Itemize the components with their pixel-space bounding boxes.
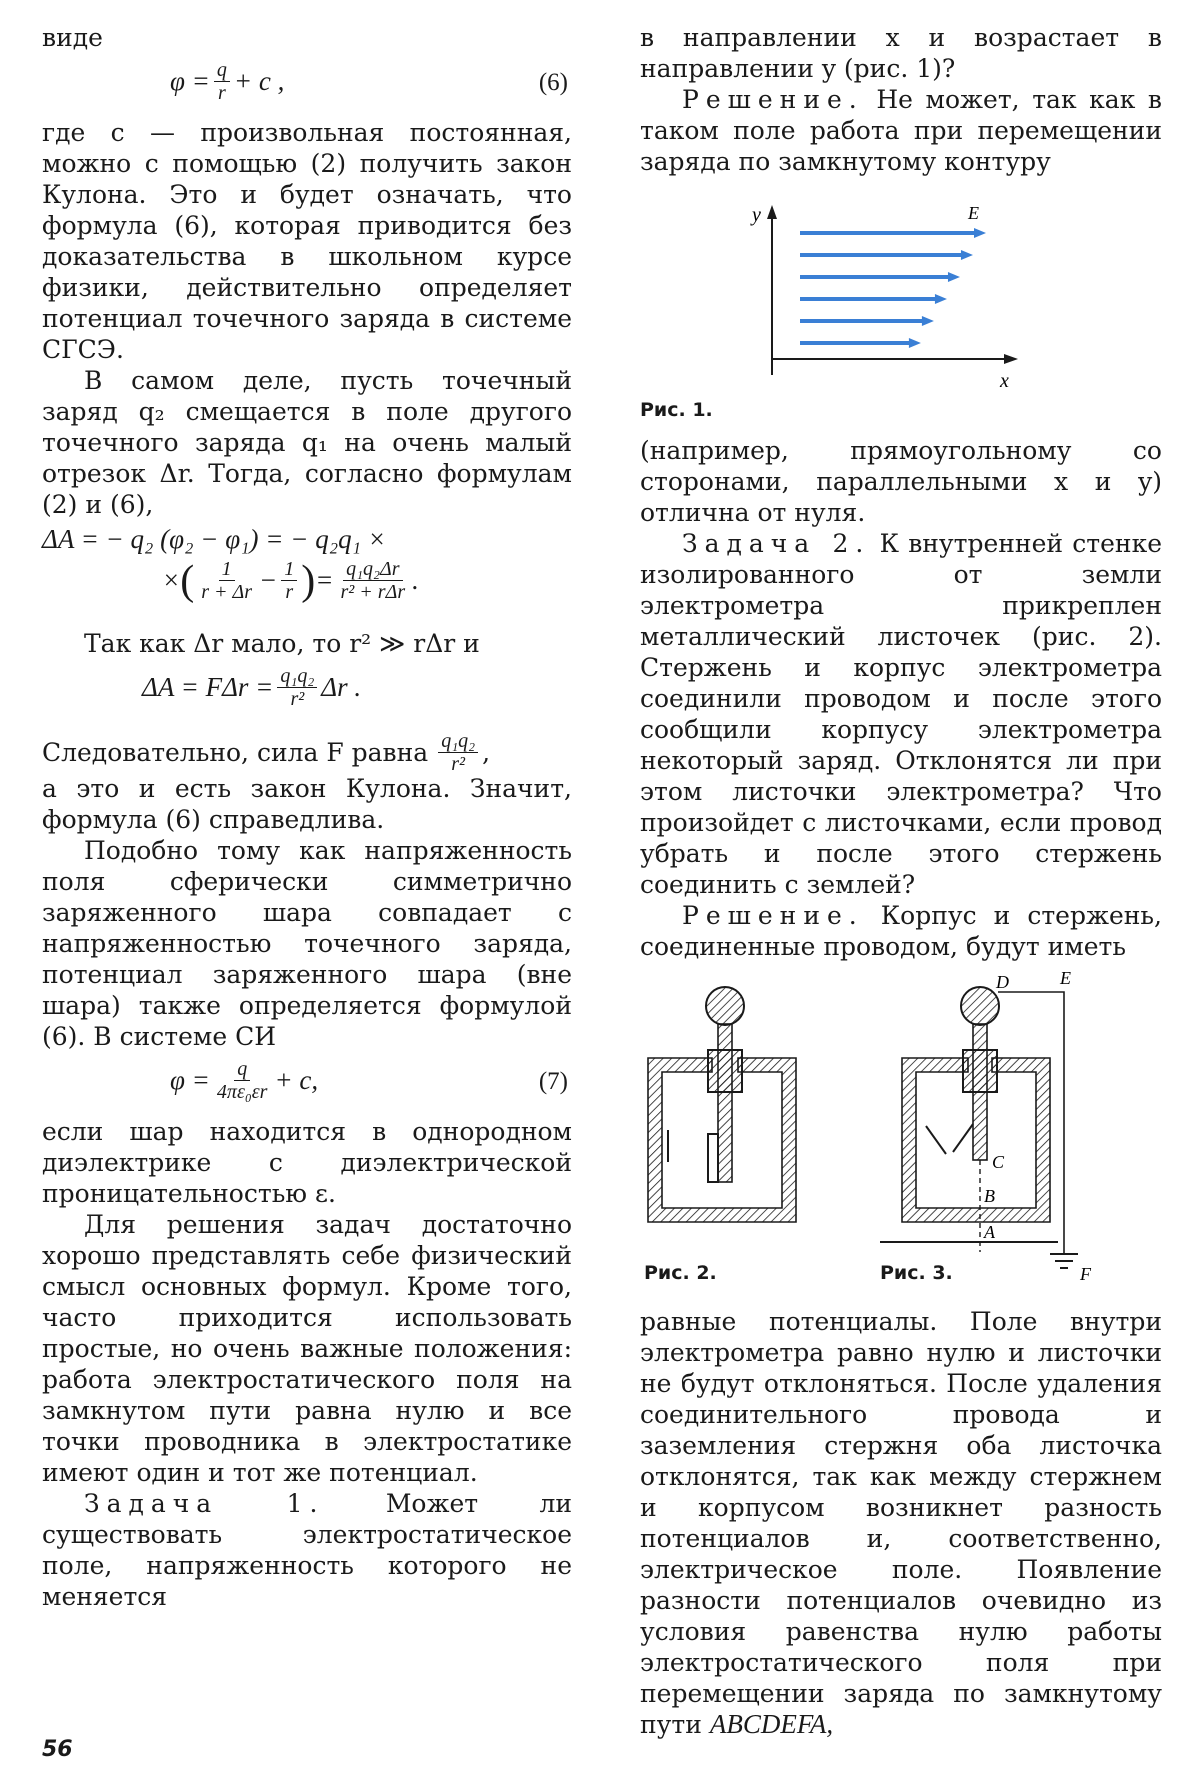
equation-work (42, 659, 572, 725)
task-text: Может ли существовать электростатическое поле, напряженность которого не меняется (42, 1489, 572, 1611)
paragraph-solution-2 (640, 900, 1162, 962)
y-axis-arrow-icon (767, 205, 777, 219)
wall-leaf (926, 1126, 946, 1154)
fraction (277, 665, 317, 710)
paragraph: Так как Δr мало, то r² ≫ rΔr и (84, 629, 480, 658)
comma: , (482, 737, 491, 767)
fraction (198, 558, 255, 603)
task-label: Задача 1. (84, 1489, 325, 1518)
text: а это и есть закон Кулона. Значит, формула (6) справедлива. (42, 774, 572, 834)
field-label: E (968, 203, 979, 223)
solution-text: Корпус и стержень, соединенные проводом, будут иметь (640, 901, 1162, 961)
paragraph-task-2 (640, 528, 1162, 900)
equation-line-1: ΔA = − q₂ (φ₂ − φ₁) = − q₂q₁ × (42, 524, 386, 554)
field-arrowhead-icon (974, 228, 986, 238)
field-arrowhead-icon (961, 250, 973, 260)
equation-6 (42, 53, 572, 113)
minus-sign: − (259, 565, 278, 595)
equation-delta-a: ΔA = − q₂ (φ₂ − φ₁) = − q₂q₁ × × ( $\frac{1}{r + \Delta r}$ − $\frac{1}{r}$ ) = $\frac{\text{q₁q₂Δr}}{\text{r² + rΔr}}$ . (42, 524, 419, 604)
electrometer-rod (718, 1024, 732, 1182)
right-column (640, 22, 1162, 1740)
numerator: q (214, 59, 230, 82)
path-name: ABCDEFA, (709, 1709, 834, 1739)
field-arrowhead-icon (935, 294, 947, 304)
equation-tail: + c , (233, 66, 285, 96)
denominator: r² (451, 752, 466, 775)
y-axis-label: y (752, 204, 761, 226)
figure-1 (640, 177, 1162, 429)
paragraph: в направлении x и возрастает в направлении y (рис. 1)? (640, 23, 1162, 83)
paragraph: если шар находится в однородном диэлектрике с диэлектрической проницательностью ε. (42, 1117, 572, 1208)
equation-tail: + c, (274, 1065, 319, 1095)
rod-leaf (953, 1124, 973, 1152)
equals-sign: = (315, 565, 334, 595)
solution-label: Решение. (682, 85, 864, 114)
fraction (214, 1058, 271, 1103)
paragraph: (например, прямоугольному со сторонами, параллельными x и y) отлична от нуля. (640, 436, 1162, 527)
paragraph: В самом деле, пусть точечный заряд q₂ смещается в поле другого точечного заряда q₁ на очень малый отрезок Δr. Тогда, согласно формулам (2) и (6), (42, 366, 572, 519)
electrometer-fig3 (880, 968, 1092, 1284)
denominator: r + Δr (201, 581, 253, 603)
foil-leaf (708, 1134, 718, 1182)
numerator: q₁q₂Δr (343, 558, 402, 581)
electrometer-ball (961, 987, 999, 1025)
equation-lhs: φ = (170, 66, 210, 96)
figure-caption: Рис. 2. (644, 1262, 717, 1284)
fraction (214, 59, 230, 104)
equation-lhs: φ = (170, 1065, 210, 1095)
equation-tail: Δr . (321, 672, 362, 702)
solution-text: Не может, так как в таком поле работа при перемещении заряда по замкнутому контуру (640, 85, 1162, 176)
denominator: r² (290, 688, 305, 710)
paragraph-task-1 (42, 1488, 572, 1612)
fraction (281, 558, 297, 603)
field-diagram (640, 189, 1162, 399)
denominator: r² + rΔr (340, 581, 406, 603)
numerator: q (234, 1058, 250, 1081)
figure-caption: Рис. 1. (640, 399, 713, 421)
text: равные потенциалы. Поле внутри электрометра равно нулю и листочки не будут отклоняться. После удаления соединительного провода и заземления стержня оба листочка отклонятся, так как между стержнем и корпусом возникнет разность потенциалов и, соответственно, электрическое поле. Появление разности потенциалов очевидно из условия равенства нулю работы электростатического поля при перемещении заряда по замкнутому пути (640, 1307, 1162, 1739)
paragraph: Подобно тому как напряженность поля сферически симметрично заряженного шара совпадает с напряженностью точечного заряда, потенциал заряженного шара (вне шара) также определяется формулой (6). В системе СИ (42, 836, 572, 1051)
figures-2-3 (640, 962, 1162, 1306)
paragraph (640, 1306, 1162, 1740)
equation-number: (7) (538, 1068, 568, 1095)
numerator: q₁q₂ (277, 665, 317, 688)
electrometer-fig2 (648, 987, 796, 1222)
task-text: К внутренней стенке изолированного от земли электрометра прикреплен металлический листочек (рис. 2). Стержень и корпус электрометра соединили проводом и после этого сообщили корпусу электрометра некоторый заряд. Отклонятся ли при этом листочки электрометра? Что произойдет с листочками, если провод убрать и после этого стержень соединить с землей? (640, 529, 1163, 899)
figure-caption: Рис. 3. (880, 1262, 953, 1284)
numerator: 1 (281, 558, 297, 581)
field-arrowhead-icon (909, 338, 921, 348)
times-sign: × (162, 565, 181, 595)
paragraph-coulomb (42, 731, 572, 835)
equation-7 (42, 1052, 572, 1112)
electrometer-diagrams (640, 962, 1162, 1306)
left-column (42, 22, 572, 1612)
task-label: Задача 2. (682, 529, 871, 558)
field-arrowhead-icon (948, 272, 960, 282)
solution-label: Решение. (682, 901, 864, 930)
electrometer-ball (706, 987, 744, 1025)
insulator-plug (708, 1050, 742, 1092)
denominator: 4πε₀εr (216, 1081, 268, 1103)
point-label-c: C (992, 1152, 1005, 1172)
equation-number: (6) (538, 69, 568, 96)
numerator: q₁q₂ (438, 730, 478, 753)
period: . (412, 565, 419, 595)
numerator: 1 (219, 558, 235, 581)
denominator: r (218, 82, 226, 104)
insulator-plug (963, 1050, 997, 1092)
fraction (438, 730, 478, 775)
point-label-a: A (984, 1222, 995, 1242)
point-label-d: D (996, 972, 1009, 992)
point-label-e: E (1060, 968, 1071, 988)
equation-lhs: ΔA = FΔr = (142, 672, 274, 702)
point-label-b: B (984, 1186, 995, 1206)
paragraph: Для решения задач достаточно хорошо представлять себе физический смысл основных формул. Кроме того, часто приходится использовать простые, но очень важные положения: работа электростатического поля на замкнутом пути равна нулю и все точки проводника в электростатике имеют один и тот же потенциал. (42, 1210, 572, 1487)
paragraph-solution-1 (640, 84, 1162, 177)
paragraph: где c — произвольная постоянная, можно с помощью (2) получить закон Кулона. Это и будет означать, что формула (6), которая приводится без доказательства в школьном курсе физики, действительно определяет потенциал точечного заряда в системе СГСЭ. (42, 118, 572, 364)
x-axis-arrow-icon (1004, 354, 1018, 364)
field-arrowhead-icon (922, 316, 934, 326)
denominator: r (285, 581, 294, 603)
point-label-f: F (1080, 1264, 1091, 1284)
page-number: 56 (42, 1737, 73, 1762)
fraction (338, 558, 409, 603)
field-lines (800, 228, 986, 348)
x-axis-label: x (1000, 370, 1009, 392)
text: Следовательно, сила F равна (42, 737, 429, 767)
paragraph: виде (42, 23, 103, 52)
